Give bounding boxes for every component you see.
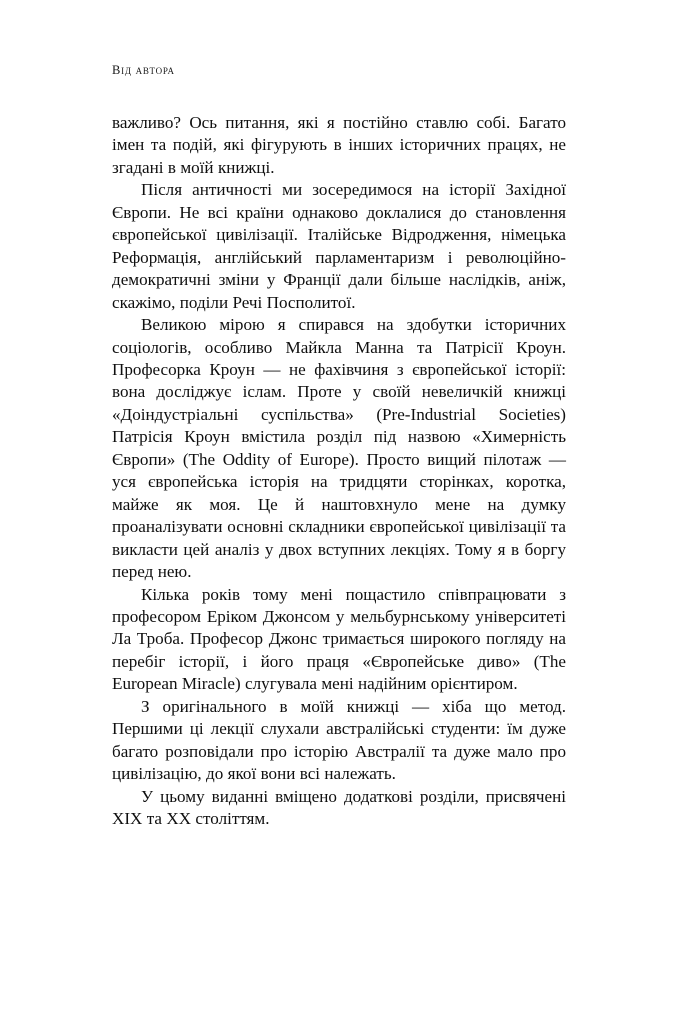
paragraph: важливо? Ось питання, які я постійно ставлю собі. Багато імен та подій, які фігурують в інших історичних працях, не згадані в моїй книжці. — [112, 113, 566, 177]
paragraph: З оригінального в моїй книжці — хіба що метод. Першими ці лекції слухали австралійські студенти: їм дуже багато розповідали про історію Австралії та дуже мало про цивілізацію, до якої вони всі належать. — [112, 696, 566, 784]
paragraph: Після античності ми зосередимося на історії Західної Європи. Не всі країни однаково доклалися до становлення європейської цивілізації. Італійське Відродження, німецька Реформація, англійський парламентаризм і революційно-демократичні зміни у Франції дали більше наслідків, аніж, скажімо, поділи Речі Посполитої. — [112, 180, 566, 312]
paragraph: У цьому виданні вміщено додаткові розділи, присвячені XIX та XX століттям. — [112, 786, 566, 829]
paragraph: Великою мірою я спирався на здобутки історичних соціологів, особливо Майкла Манна та Патрісії Кроун. Професорка Кроун — не фахівчиня з європейської історії: вона досліджує іслам. Проте у своїй невеличкій книжці «Доіндустріальні суспільства» (Pre-Industrial Societies) Патрісія Кроун вмістила розділ під назвою «Химерність Європи» (The Oddity of Europe). Просто вищий пілотаж — уся європейська історія на тридцяти сторінках, коротка, майже як моя. Це й наштовхнуло мене на думку проаналізувати основні складники європейської цивілізації та викласти цей аналіз у двох вступних лекціях. Тому я в боргу перед нею. — [112, 315, 566, 582]
paragraph: Кілька років тому мені пощастило співпрацювати з професором Еріком Джонсом у мельбурнському університеті Ла Троба. Професор Джонс тримається широкого погляду на перебіг історії, і його праця «Європейське диво» (The European Miracle) слугувала мені надійним орієнтиром. — [112, 584, 566, 694]
running-head: Від автора — [112, 63, 175, 77]
body-text-block — [112, 112, 566, 831]
